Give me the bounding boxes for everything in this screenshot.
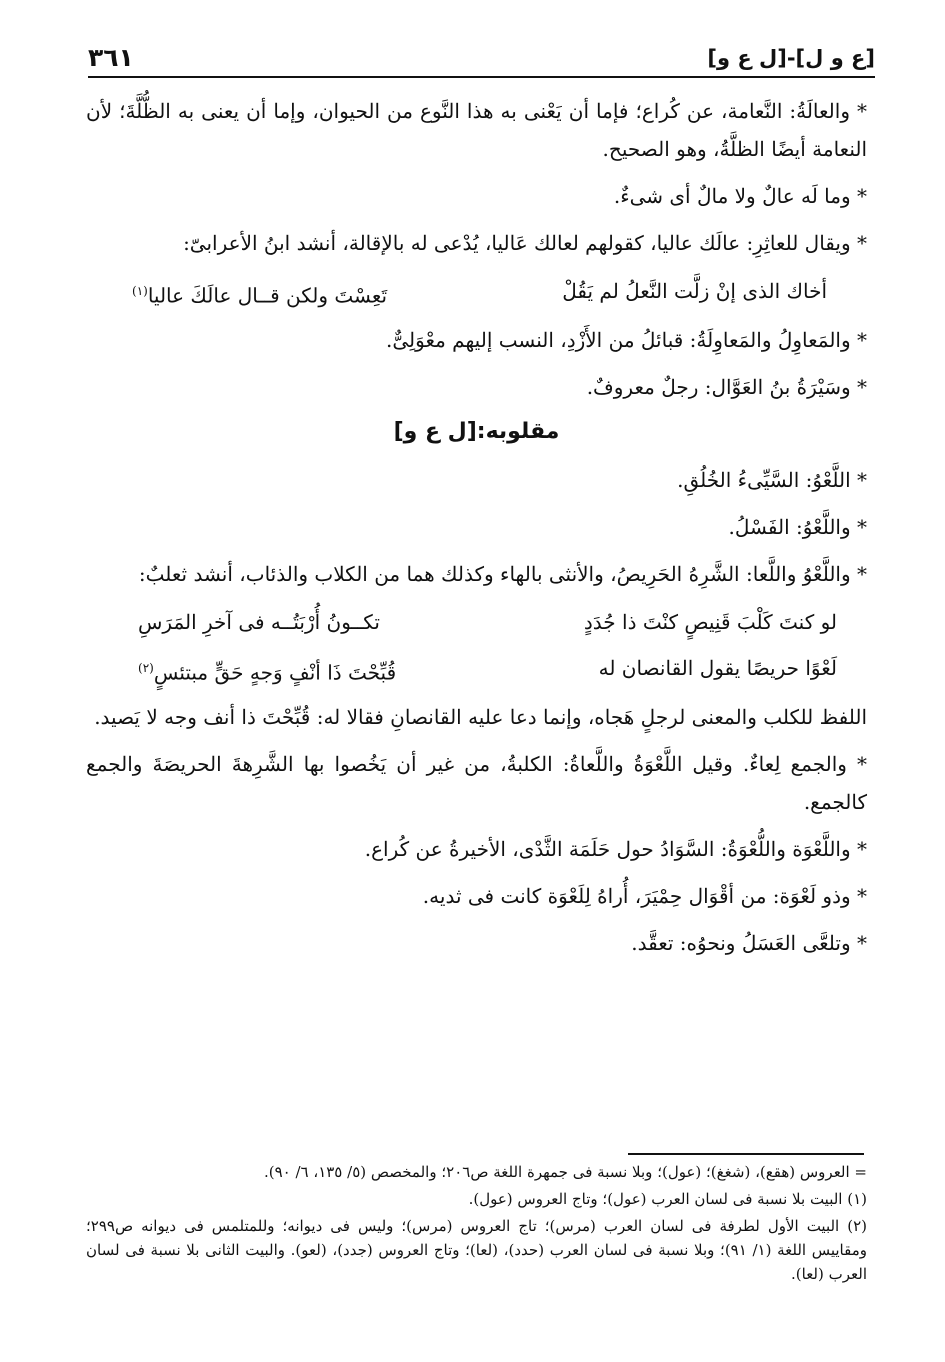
verse-hemistich-right: أخاك الذى إنْ زلَّت النَّعلُ لم يَقُلْ (562, 279, 827, 303)
paragraph: * وما لَه عالٌ ولا مالٌ أى شىءٌ. (613, 184, 867, 208)
paragraph: * والمَعاوِلُ والمَعاوِلَةُ: قبائلُ من الأَزْدِ، النسب إليهم معْوَلِىٌّ. (385, 327, 867, 352)
paragraph: * واللَّعْوُ واللَّعا: الشَّرِهُ الحَرِيصُ، والأنثى بالهاء وكذلك هما من الكلاب والذئاب، أنشد ثعلبٌ: (138, 561, 867, 586)
verse-hemistich-right: لَعْوًا حريصًا يقول القانصان له (598, 655, 837, 680)
footnote: (٢) البيت الأول لطرفة فى لسان العرب (مرس)؛ تاج العروس (مرس)؛ وليس فى ديوانه؛ وللمتلمس فى ديوانه ص٢٩٩؛ ومقاييس اللغة (١/ ٩١)؛ وبلا نسبة فى لسان العرب (حدد)، (لعا)؛ وتاج العروس (جدد)، (لعو). والبيت الثانى بلا نسبة فى لسان العرب (لعا). (86, 1217, 867, 1283)
header-title: [ع و ل]-[ل ع و] (707, 46, 875, 70)
paragraph: اللفظ للكلب والمعنى لرجلٍ هَجاه، وإنما دعا عليه القانصانِ فقالا له: قُبِّحْتَ ذا أنف وجه لا يَصيد. (94, 705, 867, 730)
paragraph: * وذو لَعْوَة: من أقْوَال حِمْيَرَ، أُراهُ لِلَعْوَة كانت فى ثديه. (422, 884, 867, 909)
verse-hemistich-left: تَعِسْتَ ولكن قــال عالَكَ عاليا$^{(١)}$ (132, 283, 388, 308)
verse-hemistich-right: لو كنتَ كَلْبَ قَنِيصٍ كنْتَ ذا جُدَدٍ (583, 609, 837, 634)
paragraph: * وتلعَّى العَسَلُ ونحوُه: تعقَّد. (631, 931, 867, 956)
main-text (86, 92, 867, 971)
footnotes (86, 1160, 867, 1289)
paragraph: * والعالَةُ: النَّعامة، عن كُراع؛ فإما أن يَعْنى به هذا النَّوع من الحيوان، وإما أن يعنى به الظُّلَّةَ؛ لأن النعامة أيضًا الظلَّةُ، وهو الصحيح. (86, 99, 867, 161)
verse-line (86, 602, 867, 642)
running-head (88, 30, 875, 78)
footnote-rule (628, 1153, 864, 1155)
paragraph: * اللَّعْوُ: السَّيِّىءُ الخُلُقِ. (677, 467, 867, 492)
paragraph: * واللَّعْوُ: الفَسْلُ. (728, 514, 867, 539)
section-title: مقلوبه:[ل ع و] (393, 418, 560, 444)
footnote-marker: (١) (132, 284, 148, 298)
paragraph: * واللَّعْوَة واللُّعْوَةُ: السَّوَادُ حول حَلَمَة الثَّدْى، الأخيرةُ عن كُراع. (364, 837, 867, 862)
verse-hemistich-left: قُبِّحْتَ ذَا أنْفٍ وَجهٍ حَقٍّ مبتئسٍ$^{(٢)}$ (138, 660, 397, 685)
footnote: (١) البيت بلا نسبة فى لسان العرب (عول)؛ وتاج العروس (عول). (468, 1190, 867, 1208)
verse-hemistich-left: تكــونُ أُرْبَتُــه فى آخرِ المَرَسِ (138, 609, 380, 634)
paragraph: * ويقال للعاثِرِ: عالَك عاليا، كقولهم لعالك عَاليا، يُدْعى له بالإقالة، أنشد ابنُ الأعرابىّ: (183, 231, 867, 255)
page-number: ٣٦١ (88, 43, 134, 72)
paragraph: * والجمع لِعاءٌ. وقيل اللَّعْوَةُ واللَّعاةُ: الكلبةُ، من غير أن يَخُصوا بها الشَّرِهةَ الحريصَةَ والجمع كالجمع. (86, 752, 867, 815)
footnote: = العروس (هقع)، (شغغ)؛ (عول)؛ وبلا نسبة فى جمهرة اللغة ص٢٠٦؛ والمخصص (٥/ ١٣٥، ٦/ ٩٠). (263, 1163, 867, 1181)
paragraph: * وسَيْرَةُ بنُ العَوَّال: رجلٌ معروفٌ. (586, 374, 867, 399)
verse-line (86, 271, 867, 316)
verse-line (86, 648, 867, 693)
footnote-marker: (٢) (138, 660, 154, 675)
